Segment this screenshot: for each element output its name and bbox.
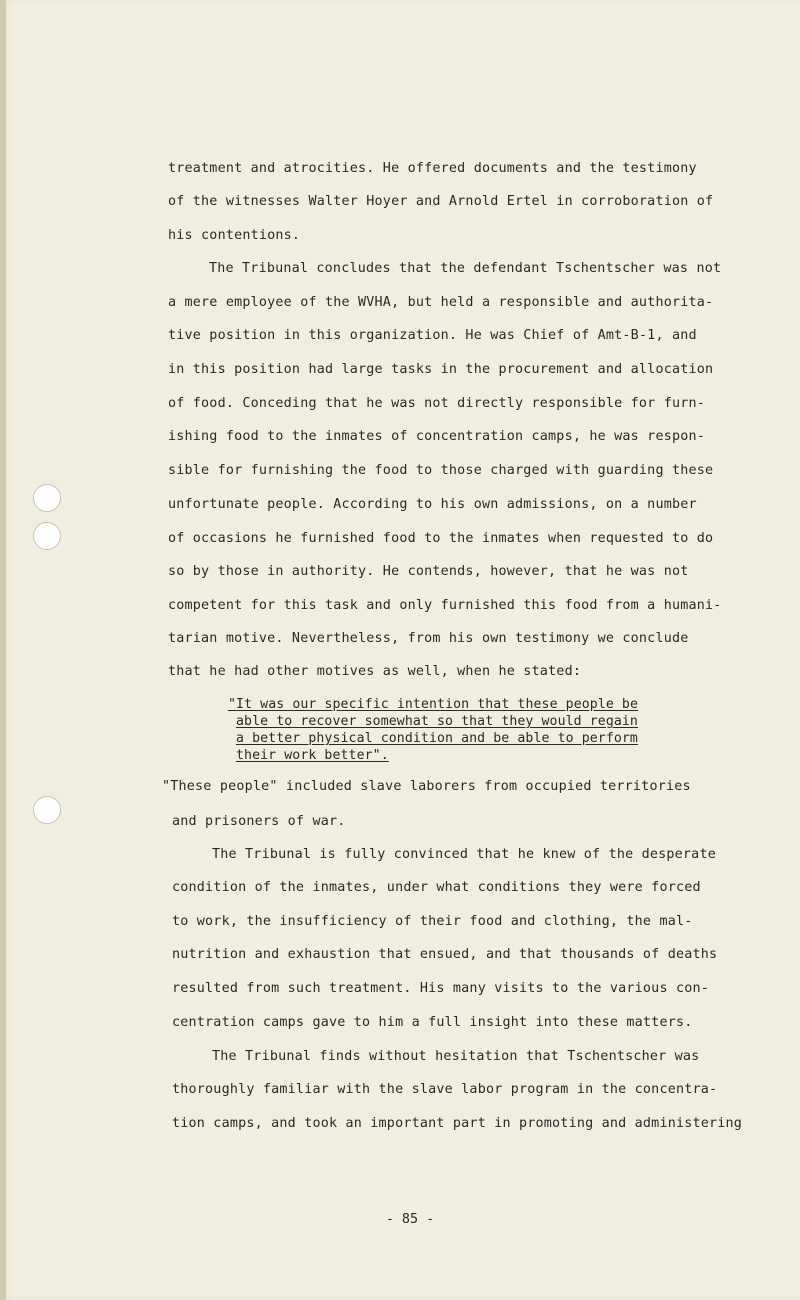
quote-line — [236, 730, 638, 747]
text-line: The Tribunal is fully convinced that he knew of the desperate — [212, 847, 716, 862]
text-line: centration camps gave to him a full insight into these matters. — [172, 1015, 693, 1030]
text-line: tarian motive. Nevertheless, from his own testimony we conclude — [168, 631, 689, 646]
text-line: and prisoners of war. — [172, 814, 346, 829]
text-line: resulted from such treatment. His many visits to the various con- — [172, 981, 710, 996]
text-line: nutrition and exhaustion that ensued, and that thousands of deaths — [172, 947, 718, 962]
quote-text: a better physical condition and be able to perform — [236, 731, 638, 746]
text-line: to work, the insufficiency of their food and clothing, the mal- — [172, 914, 693, 929]
quote-text: able to recover somewhat so that they would regain — [236, 714, 638, 729]
quote-line — [228, 696, 638, 713]
text-line: treatment and atrocities. He offered documents and the testimony — [168, 161, 697, 176]
punch-hole — [33, 522, 61, 550]
quote-text: "It was our specific intention that these people be — [228, 697, 639, 712]
text-line: thoroughly familiar with the slave labor program in the concentra- — [172, 1082, 718, 1097]
punch-hole — [33, 796, 61, 824]
text-line: competent for this task and only furnished this food from a humani- — [168, 598, 722, 613]
text-line: unfortunate people. According to his own admissions, on a number — [168, 497, 697, 512]
text-line: sible for furnishing the food to those charged with guarding these — [168, 463, 714, 478]
text-line: of food. Conceding that he was not directly responsible for furn- — [168, 396, 706, 411]
text-line: in this position had large tasks in the procurement and allocation — [168, 362, 714, 377]
text-line: The Tribunal finds without hesitation that Tschentscher was — [212, 1049, 700, 1064]
quote-text: their work better". — [236, 748, 389, 763]
punch-hole — [33, 484, 61, 512]
text-line: his contentions. — [168, 228, 301, 243]
text-line: a mere employee of the WVHA, but held a responsible and authorita- — [168, 295, 714, 310]
text-line: so by those in authority. He contends, however, that he was not — [168, 564, 689, 579]
text-line: tive position in this organization. He was Chief of Amt-B-1, and — [168, 328, 697, 343]
text-line: that he had other motives as well, when he stated: — [168, 664, 582, 679]
text-line: "These people" included slave laborers from occupied territories — [162, 779, 691, 794]
page-edge — [0, 0, 6, 1300]
quote-line — [236, 713, 638, 730]
text-line: condition of the inmates, under what conditions they were forced — [172, 880, 701, 895]
quote-line — [236, 747, 389, 764]
text-line: The Tribunal concludes that the defendant Tschentscher was not — [209, 261, 722, 276]
text-line: tion camps, and took an important part in promoting and administering — [172, 1116, 743, 1131]
page-number: - 85 - — [385, 1212, 435, 1227]
text-line: of occasions he furnished food to the inmates when requested to do — [168, 531, 714, 546]
text-line: ishing food to the inmates of concentration camps, he was respon- — [168, 429, 706, 444]
text-line: of the witnesses Walter Hoyer and Arnold Ertel in corroboration of — [168, 194, 714, 209]
